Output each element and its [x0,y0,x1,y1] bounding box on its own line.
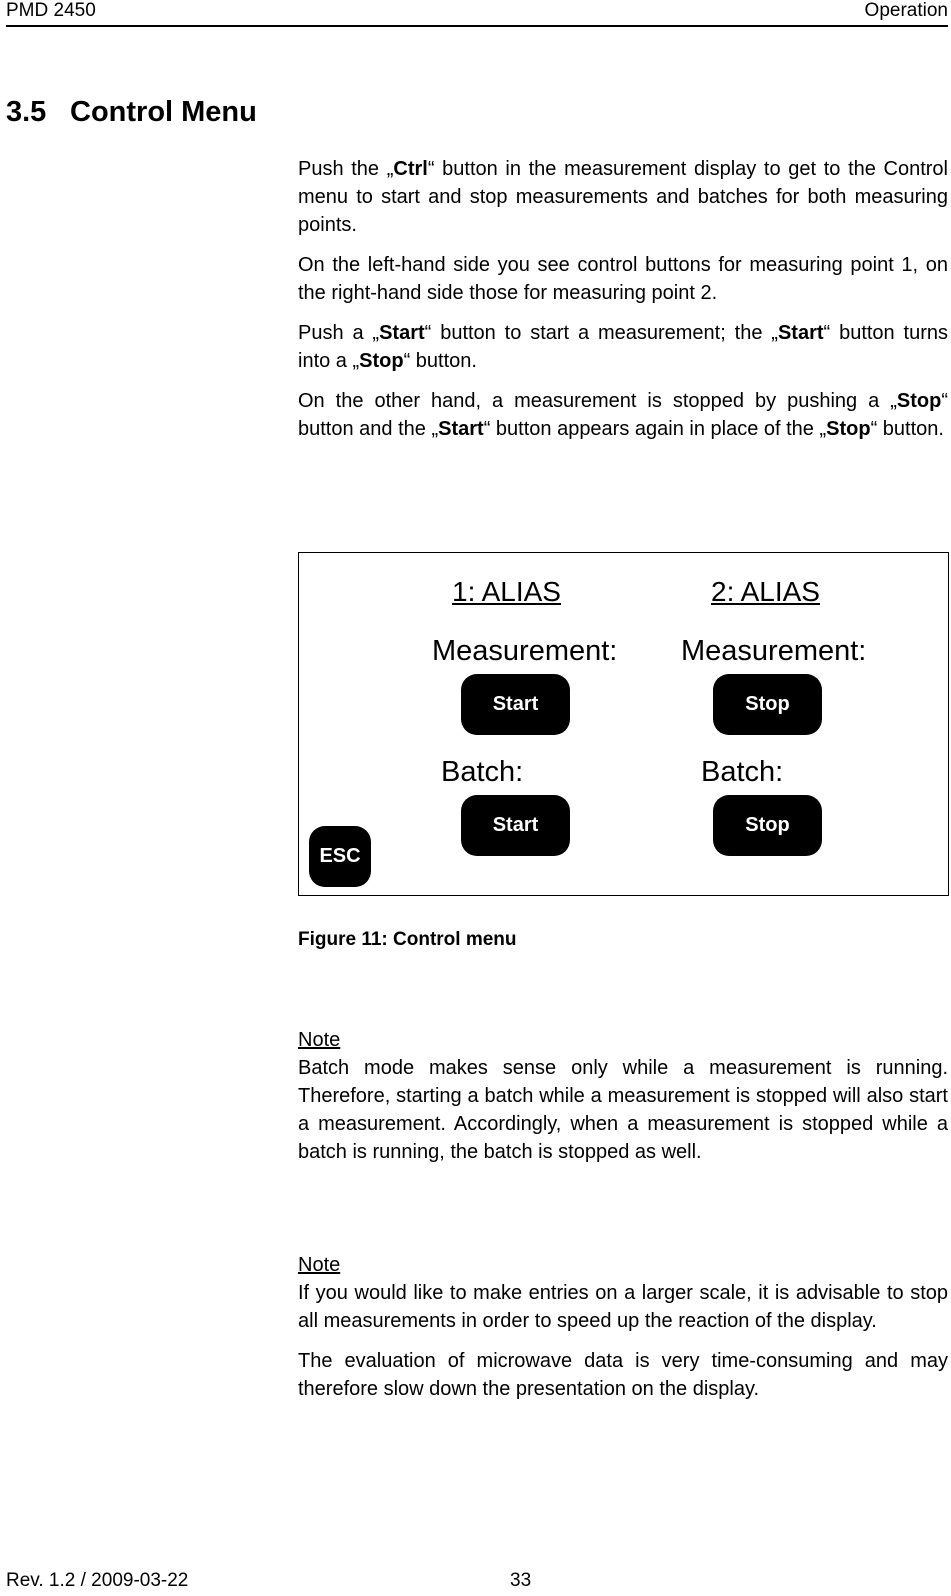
intro-paragraph-1: Push the „Ctrl“ button in the measurement display to get to the Control menu to start and stop measurements and batches for both measuring points. [298,158,949,236]
esc-button[interactable]: ESC [309,826,371,887]
note-1-title: Note [298,1029,341,1051]
note-1 [298,1026,948,1178]
section-title: Control Menu [70,96,257,128]
note-2-text: If you would like to make entries on a larger scale, it is advisable to stop all measurements in order to speed up the reaction of the display. [298,1282,948,1332]
header-product: PMD 2450 [6,0,96,21]
measurement-1-start-button[interactable]: Start [461,674,570,735]
batch-2-stop-button[interactable]: Stop [713,795,822,856]
measurement-label-2: Measurement: [681,635,867,667]
alias-1-title: 1: ALIAS [452,576,561,607]
control-menu-figure [298,552,949,896]
batch-label-2: Batch: [701,756,784,788]
page-number: 33 [510,1570,532,1591]
intro-paragraph-2: On the left-hand side you see control buttons for measuring point 1, on the right-hand side those for measuring point 2. [298,254,948,304]
section-heading [6,94,257,130]
page-footer [6,1570,948,1592]
alias-2-title: 2: ALIAS [711,576,820,607]
section-number: 3.5 [6,96,47,128]
page-header [6,0,948,27]
measurement-label-1: Measurement: [432,635,618,667]
intro-paragraph-3: Push a „Start“ button to start a measurement; the „Start“ button turns into a „Stop“ button. [298,322,948,372]
figure-caption: Figure 11: Control menu [298,929,517,950]
batch-1-start-button[interactable]: Start [461,795,570,856]
note-1-text: Batch mode makes sense only while a measurement is running. Therefore, starting a batch while a measurement is stopped will also start a measurement. Accordingly, when a measurement is stopped while a batch is running, the batch is stopped as well. [298,1057,948,1163]
intro-paragraph-4: On the other hand, a measurement is stopped by pushing a „Stop“ button and the „Start“ button appears again in place of the „Stop“ button. [298,390,948,440]
footer-revision: Rev. 1.2 / 2009-03-22 [6,1570,189,1591]
note-2-title: Note [298,1254,341,1276]
measurement-2-stop-button[interactable]: Stop [713,674,822,735]
header-chapter: Operation [864,0,948,21]
intro-text [298,155,948,455]
note-2-text-2: The evaluation of microwave data is very time-consuming and may therefore slow down the presentation on the display. [298,1350,948,1400]
batch-label-1: Batch: [441,756,524,788]
note-2 [298,1251,948,1415]
